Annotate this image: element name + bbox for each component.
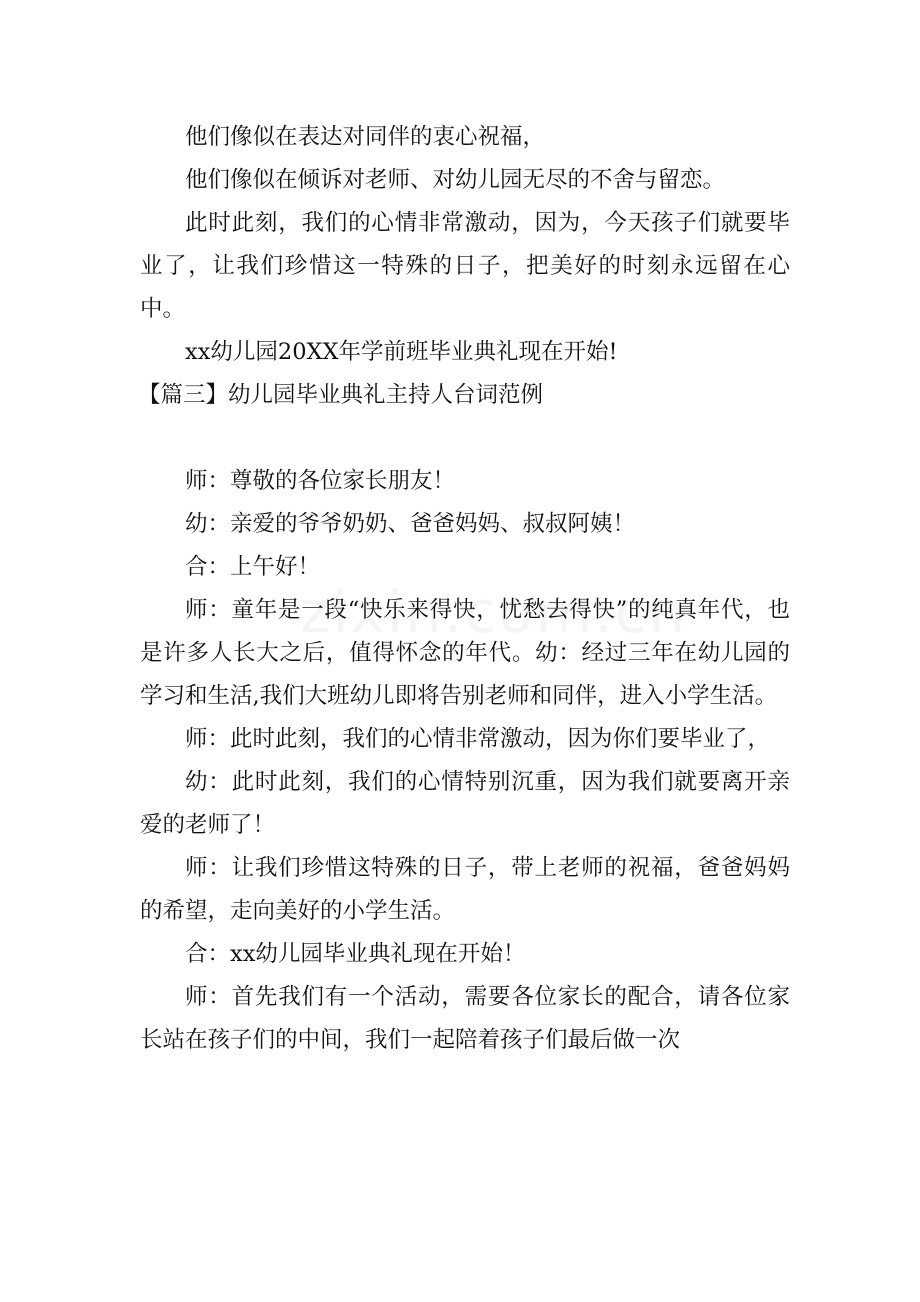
paragraph: 幼：此时此刻，我们的心情特别沉重，因为我们就要离开亲爱的老师了！ [140, 769, 790, 838]
section-heading: 【篇三】幼儿园毕业典礼主持人台词范例 [138, 382, 544, 408]
paragraph: 合：xx幼儿园毕业典礼现在开始！ [185, 941, 526, 967]
paragraph: 幼：亲爱的爷爷奶奶、爸爸妈妈、叔叔阿姨！ [185, 511, 636, 537]
paragraph: xx幼儿园20XX年学前班毕业典礼现在开始! [185, 339, 618, 365]
paragraph: 师：此时此刻，我们的心情非常激动，因为你们要毕业了， [185, 726, 771, 752]
paragraph: 他们像似在表达对同伴的衷心祝福， [185, 124, 546, 150]
paragraph: 师：让我们珍惜这特殊的日子，带上老师的祝福，爸爸妈妈的希望，走向美好的小学生活。 [140, 855, 790, 924]
paragraph: 师：尊敬的各位家长朋友！ [185, 468, 456, 494]
paragraph: 此时此刻，我们的心情非常激动，因为，今天孩子们就要毕业了，让我们珍惜这一特殊的日子，把美好的时刻永远留在心中。 [140, 210, 790, 322]
document-body [140, 116, 790, 1062]
paragraph: 他们像似在倾诉对老师、对幼儿园无尽的不舍与留恋。 [185, 167, 726, 193]
blank-line [140, 417, 790, 460]
paragraph: 师：首先我们有一个活动，需要各位家长的配合，请各位家长站在孩子们的中间，我们一起陪着孩子们最后做一次 [140, 984, 790, 1053]
paragraph: 合：上午好！ [185, 554, 321, 580]
paragraph: 师：童年是一段“快乐来得快，忧愁去得快”的纯真年代，也是许多人长大之后，值得怀念的年代。幼：经过三年在幼儿园的学习和生活,我们大班幼儿即将告别老师和同伴，进入小学生活。 [140, 597, 790, 709]
